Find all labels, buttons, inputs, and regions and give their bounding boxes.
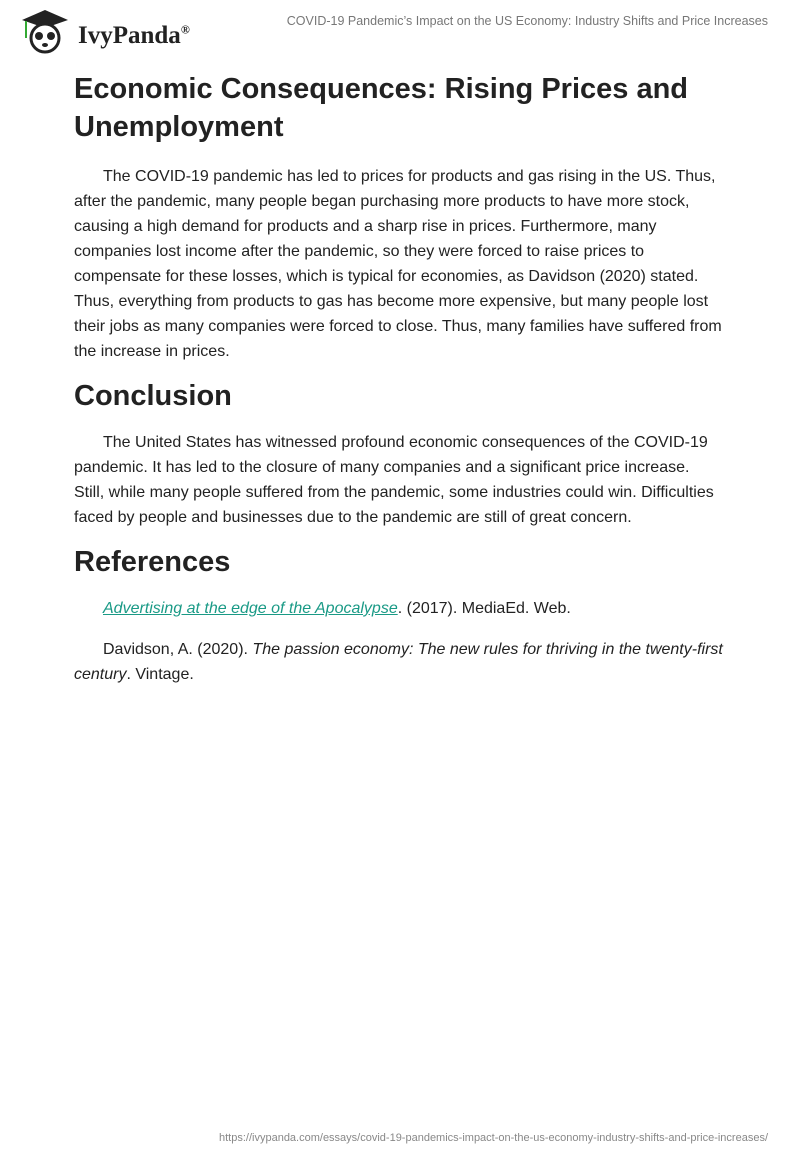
document-title: COVID-19 Pandemic’s Impact on the US Economy: Industry Shifts and Price Increases <box>286 14 768 28</box>
footer-url: https://ivypanda.com/essays/covid-19-pandemics-impact-on-the-us-economy-industry-shifts-and-price-increases/ <box>219 1132 768 1144</box>
logo[interactable] <box>18 8 190 54</box>
section-paragraph: The United States has witnessed profound economic consequences of the COVID-19 pandemic. It has led to the closure of many companies and a significant price increase. Still, while many people suffered from the pandemic, some industries could win. Difficulties faced by people and businesses due to the pandemic are still of great concern. <box>74 434 714 526</box>
brand-name: IvyPanda <box>78 22 181 49</box>
section-paragraph: The COVID-19 pandemic has led to prices for products and gas rising in the US. Thus, after the pandemic, many people began purchasing more products to have more stock, causing a high demand for products and a sharp rise in prices. Furthermore, many companies lost income after the pandemic, so they were forced to raise prices to compensate for these losses, which is typical for economies, as Davidson (2020) stated. Thus, everything from products to gas has become more expensive, but many people lost their jobs as many companies were forced to close. Thus, many families have suffered from the increase in prices. <box>74 168 722 360</box>
reference-item: Advertising at the edge of the Apocalypse. (2017). MediaEd. Web. <box>103 600 571 617</box>
reference-link[interactable]: Advertising at the edge of the Apocalypse <box>103 600 398 617</box>
section-heading: Conclusion <box>74 380 232 412</box>
references-heading: References <box>74 546 231 578</box>
section-heading: Economic Consequences: Rising Prices and Unemployment <box>74 73 688 143</box>
article-body <box>74 70 724 703</box>
reference-item: Davidson, A. (2020). The passion economy: The new rules for thriving in the twenty-first century. Vintage. <box>74 641 723 683</box>
registered-mark: ® <box>180 22 190 37</box>
panda-logo-icon <box>18 8 72 54</box>
reference-title: The passion economy: The new rules for thriving in the twenty-first century <box>74 641 723 683</box>
